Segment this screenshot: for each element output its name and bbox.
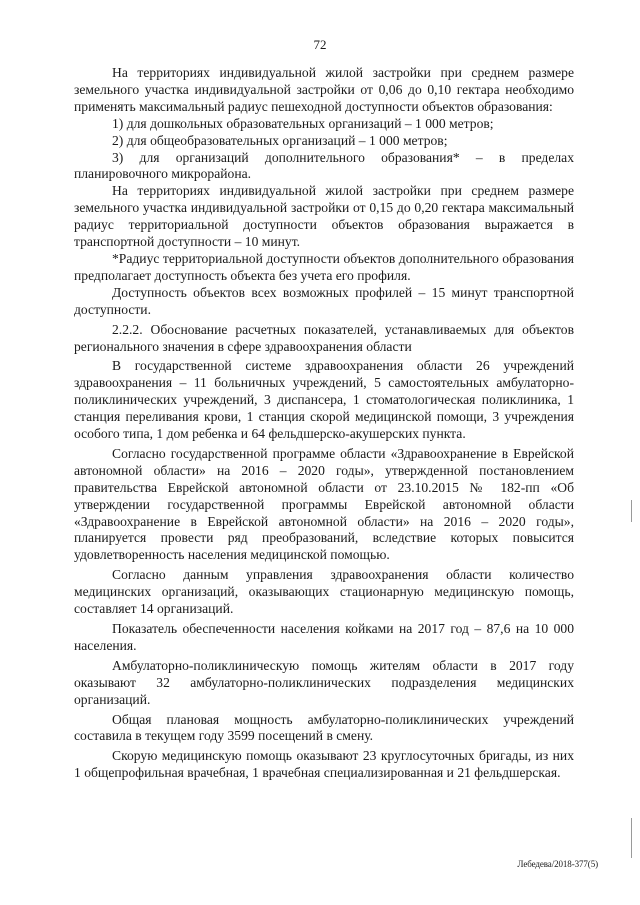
list-item: 1) для дошкольных образовательных организаций – 1 000 метров; <box>112 115 494 131</box>
list-item: 2) для общеобразовательных организаций – 1 000 метров; <box>112 132 448 148</box>
page-number: 72 <box>313 37 327 52</box>
paragraph: Согласно данным управления здравоохранения области количество медицинских организаций, оказывающих стационарную медицинскую помощь, составляет 14 организаций. <box>74 567 574 617</box>
paragraph: Показатель обеспеченности населения койками на 2017 год – 87,6 на 10 000 населения. <box>74 621 574 653</box>
paragraph: На территориях индивидуальной жилой застройки при среднем размере земельного участка индивидуальной застройки от 0,15 до 0,20 гектара максимальный радиус территориальной доступности объектов образования выражается в транспортной доступности – 10 минут. <box>74 183 574 250</box>
footnote-paragraph: *Радиус территориальной доступности объектов дополнительного образования предполагает доступность объекта без учета его профиля. <box>74 250 574 283</box>
paragraph: В государственной системе здравоохранения области 26 учреждений здравоохранения – 11 больничных учреждений, 5 самостоятельных амбулаторно-поликлинических учреждений, 3 диспансера, 1 стоматологическая поликлиника, 1 станция переливания крови, 1 станция скорой медицинской помощи, 3 учреждения особого типа, 1 дом ребенка и 64 фельдшерско-акушерских пункта. <box>74 358 574 442</box>
paragraph: Скорую медицинскую помощь оказывают 23 круглосуточных бригады, из них 1 общепрофильная врачебная, 1 врачебная специализированная и 21 фельдшерская. <box>74 748 574 781</box>
footer-reference: Лебедева/2018-377(5) <box>517 859 598 869</box>
scan-edge-mark <box>631 818 632 858</box>
paragraph: Согласно государственной программе области «Здравоохранение в Еврейской автономной области» на 2016 – 2020 годы», утвержденной постановлением правительства Еврейской автономной области от 23.10.2015 № 182-пп «Об утверждении государственной программы Еврейской автономной области «Здравоохранение в Еврейской автономной области» на 2016 – 2020 годы», планируется провести ряд преобразований, вследствие которых повысится удовлетворенность населения медицинской помощью. <box>74 445 574 563</box>
scan-edge-mark <box>631 500 632 522</box>
paragraph: Общая плановая мощность амбулаторно-поликлинических учреждений составила в текущем году 3599 посещений в смену. <box>74 711 574 744</box>
paragraph: Амбулаторно-поликлиническую помощь жителям области в 2017 году оказывают 32 амбулаторно-поликлинических подразделения медицинских организаций. <box>74 657 574 707</box>
section-heading: 2.2.2. Обоснование расчетных показателей, устанавливаемых для объектов регионального значения в сфере здравоохранения области <box>74 321 574 354</box>
list-item: 3) для организаций дополнительного образования* – в пределах планировочного микрорайона. <box>74 149 574 182</box>
paragraph: Доступность объектов всех возможных профилей – 15 минут транспортной доступности. <box>74 284 574 317</box>
document-body <box>74 65 574 782</box>
paragraph: На территориях индивидуальной жилой застройки при среднем размере земельного участка индивидуальной застройки от 0,06 до 0,10 гектара необходимо применять максимальный радиус пешеходной доступности объектов образования: <box>74 65 574 114</box>
